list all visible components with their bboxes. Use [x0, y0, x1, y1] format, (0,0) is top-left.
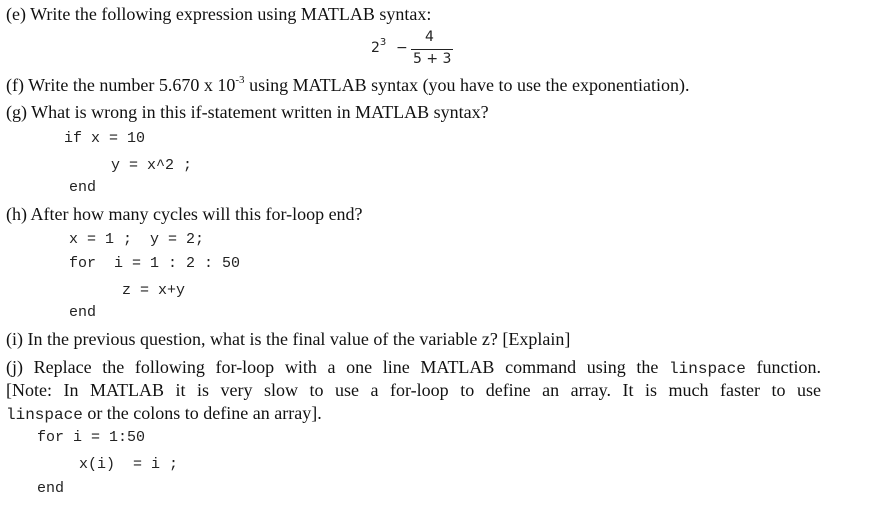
- linspace-code-1: linspace: [669, 360, 746, 378]
- code-j-line-3: end: [37, 480, 65, 497]
- fraction-numerator: 4: [425, 29, 434, 45]
- code-j-line-1: for i = 1:50: [37, 429, 146, 446]
- code-h-line-2: for i = 1 : 2 : 50: [69, 255, 241, 272]
- question-j-line-1: (j) Replace the following for-loop with a one line MATLAB command using the linspace function.: [6, 357, 822, 378]
- code-h-line-4: end: [69, 304, 97, 321]
- fraction-bar: [411, 49, 453, 50]
- fraction-denominator: 5 + 3: [413, 51, 452, 67]
- question-f-before: (f) Write the number 5.670 x 10: [6, 75, 236, 95]
- question-j-line-3: linspace or the colons to define an array].: [6, 403, 322, 424]
- question-f-exponent: -3: [235, 74, 245, 86]
- question-e: (e) Write the following expression using MATLAB syntax:: [6, 4, 432, 24]
- code-g-line-3: end: [69, 179, 97, 196]
- linspace-code-2: linspace: [6, 406, 83, 424]
- question-f: [6, 74, 690, 96]
- code-g-line-1: if x = 10: [64, 130, 146, 147]
- expr-base: $2^3$: [371, 37, 387, 56]
- question-f-after: using MATLAB syntax (you have to use the exponentiation).: [244, 75, 690, 95]
- question-h: (h) After how many cycles will this for-loop end?: [6, 204, 363, 224]
- expr-exponent: 3: [379, 37, 387, 49]
- code-j-line-2: x(i) = i ;: [79, 456, 179, 473]
- question-j-line-2: [Note: In MATLAB it is very slow to use a for-loop to define an array. It is much faster to use: [6, 380, 821, 400]
- code-g-line-2: y = x^2 ;: [111, 157, 193, 174]
- code-h-line-3: z = x+y: [122, 282, 186, 299]
- question-g: (g) What is wrong in this if-statement written in MATLAB syntax?: [6, 102, 489, 122]
- expr-minus: −: [396, 40, 408, 56]
- code-h-line-1: x = 1 ; y = 2;: [69, 231, 205, 248]
- question-i: (i) In the previous question, what is the final value of the variable z? [Explain]: [6, 329, 571, 349]
